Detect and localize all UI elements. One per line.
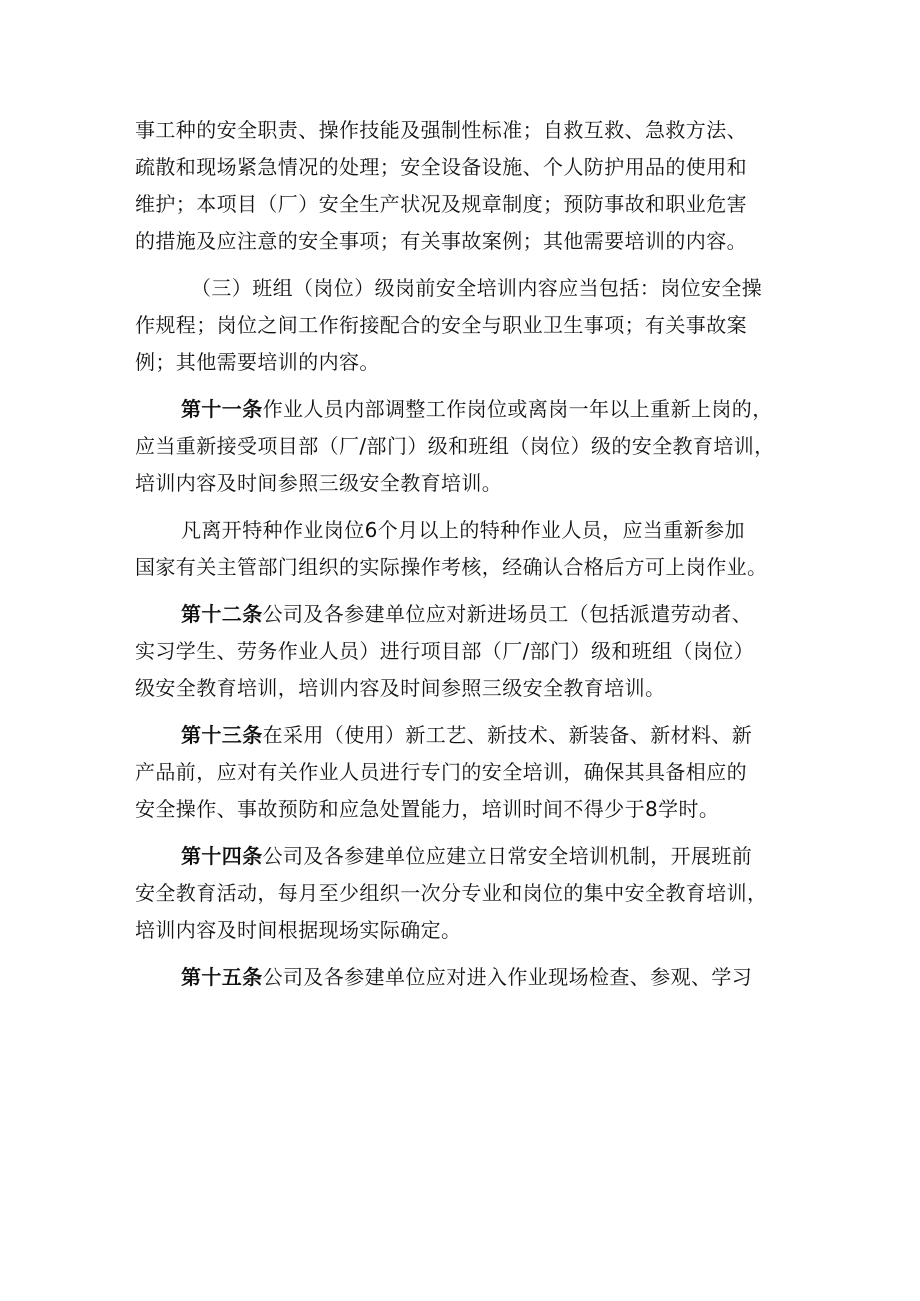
text-line: 培训内容及时间参照三级安全教育培训。 xyxy=(135,471,503,495)
text-line xyxy=(135,838,795,875)
text-line: 培训内容及时间根据现场实际确定。 xyxy=(135,918,462,942)
text-segment: 在采用（使用）新工艺、新技术、新装备、新材料、新 xyxy=(262,723,753,747)
article-number: 第十二条 xyxy=(181,602,263,626)
text-line: 产品前，应对有关作业人员进行专门的安全培训，确保其具备相应的 xyxy=(135,760,747,784)
text-line: 国家有关主管部门组织的实际操作考核，经确认合格后方可上岗作业。 xyxy=(135,555,768,579)
paragraph-article-12 xyxy=(135,596,795,707)
text-line: 维护；本项目（厂）安全生产状况及规章制度；预防事故和职业危害 xyxy=(135,192,747,216)
text-segment: 公司及各参建单位应对新进场员工（包括派遣劳动者、 xyxy=(262,602,753,626)
article-number: 第十三条 xyxy=(181,723,263,747)
text-line: 安全教育活动，每月至少组织一次分专业和岗位的集中安全教育培训， xyxy=(135,881,768,905)
text-line: 应当重新接受项目部（厂/部门）级和班组（岗位）级的安全教育培训， xyxy=(135,434,775,458)
text-line: 作规程；岗位之间工作衔接配合的安全与职业卫生事项；有关事故案 xyxy=(135,313,747,337)
paragraph-team-level-training xyxy=(135,270,795,381)
text-line xyxy=(135,596,795,633)
text-line: 的措施及应注意的安全事项；有关事故案例；其他需要培训的内容。 xyxy=(135,229,747,253)
paragraph-article-14 xyxy=(135,838,795,949)
document-body xyxy=(135,112,795,1006)
paragraph-special-operations xyxy=(135,512,795,586)
text-line xyxy=(135,959,795,996)
text-line: 凡离开特种作业岗位6个月以上的特种作业人员，应当重新参加 xyxy=(181,518,745,542)
text-line: 安全操作、事故预防和应急处置能力，培训时间不得少于8学时。 xyxy=(135,797,720,821)
text-line: 事工种的安全职责、操作技能及强制性标准；自救互救、急救方法、 xyxy=(135,118,747,142)
paragraph-article-15 xyxy=(135,959,795,996)
text-segment: 公司及各参建单位应建立日常安全培训机制，开展班前 xyxy=(262,844,753,868)
text-segment: 公司及各参建单位应对进入作业现场检查、参观、学习 xyxy=(262,965,753,989)
text-line: 级安全教育培训，培训内容及时间参照三级安全教育培训。 xyxy=(135,676,666,700)
text-line: 实习学生、劳务作业人员）进行项目部（厂/部门）级和班组（岗位） xyxy=(135,639,755,663)
article-number: 第十一条 xyxy=(181,397,263,421)
article-number: 第十四条 xyxy=(181,844,263,868)
text-line: 例；其他需要培训的内容。 xyxy=(135,350,380,374)
text-segment: 作业人员内部调整工作岗位或离岗一年以上重新上岗的， xyxy=(262,397,773,421)
text-line: 疏散和现场紧急情况的处理；安全设备设施、个人防护用品的使用和 xyxy=(135,155,747,179)
paragraph-article-13 xyxy=(135,717,795,828)
paragraph-training-content-project-level xyxy=(135,112,795,260)
text-line xyxy=(135,717,795,754)
text-line: （三）班组（岗位）级岗前安全培训内容应当包括：岗位安全操 xyxy=(191,276,763,300)
paragraph-article-11 xyxy=(135,391,795,502)
article-number: 第十五条 xyxy=(181,965,263,989)
text-line xyxy=(135,391,795,428)
